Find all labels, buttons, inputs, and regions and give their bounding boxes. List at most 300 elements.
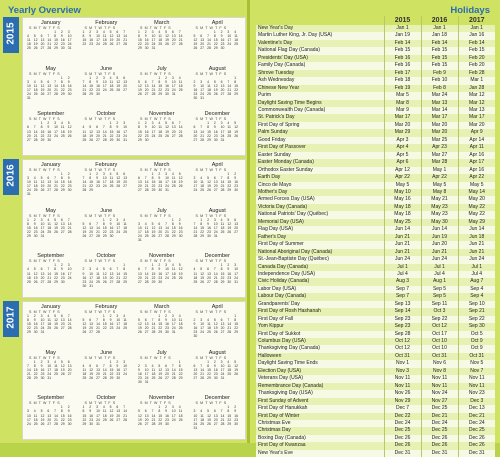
holiday-date: May 23 (421, 204, 458, 211)
day-number: 17 (200, 87, 205, 92)
day-number: 7 (96, 318, 98, 323)
day-number: 25 (200, 188, 205, 193)
holiday-date: Jun 21 (458, 241, 495, 248)
day-number: 25 (123, 229, 127, 234)
day-number: 26 (213, 330, 218, 335)
day-number: 3 (138, 221, 140, 226)
holiday-date: Feb 14 (421, 40, 458, 47)
holiday-date: Dec 13 (458, 405, 495, 412)
month-name: October (96, 253, 117, 260)
table-row (256, 55, 495, 62)
month-name: April (211, 162, 223, 168)
day-number: 23 (220, 42, 225, 47)
day-number: 5 (54, 217, 57, 222)
day-number: 7 (151, 409, 154, 414)
day-number: 19 (40, 184, 45, 189)
day-number: 23 (165, 326, 169, 331)
day-number: 24 (193, 421, 198, 426)
day-number: 17 (200, 326, 205, 331)
day-number: 30 (165, 330, 169, 335)
day-number: 14 (102, 129, 107, 134)
day-number: 14 (82, 180, 87, 185)
day-number: 23 (96, 87, 100, 92)
table-row (256, 182, 495, 189)
day-number: 5 (207, 409, 209, 414)
month-name: October (96, 395, 117, 402)
day-number: 29 (60, 421, 65, 426)
day-number: 25 (60, 133, 65, 138)
month-name: June (100, 65, 113, 72)
day-number: 23 (138, 376, 142, 381)
holiday-date: Apr 9 (458, 129, 495, 136)
day-number: 7 (116, 267, 119, 272)
year-tab (3, 301, 19, 337)
day-number: 8 (234, 79, 237, 84)
day-number: 21 (67, 322, 72, 327)
month-calendar (79, 393, 135, 439)
holiday-date: Jun 14 (384, 226, 421, 233)
holiday-date: Jun 21 (458, 249, 495, 256)
day-number: 21 (178, 38, 183, 43)
day-number: 15 (123, 271, 127, 276)
day-number: 6 (47, 176, 50, 181)
day-number: 4 (234, 30, 237, 34)
day-number: 31 (96, 421, 100, 426)
day-number: 25 (227, 133, 232, 138)
day-number: 5 (158, 363, 161, 368)
day-number: 30 (96, 92, 100, 97)
day-number: 17 (89, 275, 94, 280)
table-row (256, 278, 495, 285)
day-number: 21 (33, 133, 38, 138)
holiday-date: Nov 24 (421, 390, 458, 397)
holiday-date: Oct 9 (458, 338, 495, 345)
month-calendar (134, 109, 190, 155)
holiday-name: Armed Forces Day (USA) (256, 196, 384, 203)
table-row (256, 249, 495, 256)
day-number: 15 (171, 225, 176, 230)
day-number: 12 (40, 413, 45, 418)
holiday-name: Ash Wednesday (256, 77, 384, 84)
day-number: 28 (213, 279, 218, 284)
day-number: 2 (67, 75, 70, 80)
day-number: 6 (213, 176, 216, 181)
day-number: 25 (33, 92, 38, 97)
holiday-name: First Sunday of Advent (256, 398, 384, 405)
day-number: 28 (193, 234, 198, 239)
holiday-date: Jan 28 (458, 85, 495, 92)
day-number: 14 (27, 367, 31, 372)
day-number: 24 (123, 371, 127, 376)
day-number: 2 (96, 75, 98, 80)
holiday-name: Purim (256, 92, 384, 99)
day-number: 14 (144, 180, 149, 185)
day-number: 19 (82, 229, 87, 234)
day-number: 3 (102, 75, 105, 80)
day-number: 28 (67, 326, 72, 331)
day-number: 13 (116, 409, 121, 414)
holiday-date: Feb 10 (421, 77, 458, 84)
day-number: 12 (151, 225, 156, 230)
day-number: 19 (193, 42, 198, 47)
day-number: 10 (102, 79, 107, 84)
day-number: 20 (144, 87, 149, 92)
day-number: 27 (144, 92, 149, 97)
day-number: 13 (96, 367, 100, 372)
day-number: 1 (151, 263, 154, 268)
day-number: 25 (82, 376, 87, 381)
day-number: 5 (40, 176, 43, 181)
day-number: 4 (158, 30, 161, 34)
day-number: 11 (27, 271, 31, 276)
day-number: 14 (123, 409, 127, 414)
day-number: 16 (138, 371, 142, 376)
day-number: 23 (227, 275, 232, 280)
day-number: 5 (82, 221, 85, 226)
day-number: 26 (138, 92, 142, 97)
day-number: 3 (220, 121, 223, 126)
holiday-name: Grandparents' Day (256, 301, 384, 308)
day-number: 3 (171, 314, 174, 318)
day-number: 23 (234, 417, 238, 422)
day-number: 22 (33, 371, 38, 376)
day-number: 5 (207, 176, 209, 181)
month-calendar (190, 302, 246, 348)
holiday-date: Mar 14 (421, 107, 458, 114)
day-number: 17 (123, 367, 127, 372)
day-number: 30 (47, 137, 52, 142)
day-number: 28 (144, 188, 149, 193)
weekday-header: S M T W T F S (140, 401, 172, 406)
day-number: 6 (123, 75, 126, 80)
day-number: 15 (82, 38, 87, 43)
holiday-date: Feb 14 (384, 40, 421, 47)
day-number: 19 (165, 129, 169, 134)
day-number: 26 (234, 133, 238, 138)
holiday-date: Nov 26 (384, 390, 421, 397)
holiday-date: May 18 (384, 204, 421, 211)
day-number: 12 (67, 125, 72, 130)
day-number: 8 (60, 79, 63, 84)
day-number: 5 (40, 409, 43, 414)
day-number: 7 (102, 125, 105, 130)
holiday-date: May 5 (384, 182, 421, 189)
holiday-date: Feb 19 (384, 85, 421, 92)
day-number: 31 (40, 330, 45, 335)
day-number: 24 (171, 326, 176, 331)
month-name: October (96, 111, 117, 118)
day-number: 23 (144, 42, 149, 47)
day-number: 22 (60, 417, 65, 422)
day-number: 9 (60, 267, 63, 272)
day-number: 27 (171, 42, 176, 47)
day-number: 18 (178, 413, 183, 418)
day-number: 13 (47, 83, 52, 88)
day-number: 2 (47, 121, 50, 126)
holiday-date: Dec 7 (384, 405, 421, 412)
day-number: 11 (27, 38, 31, 43)
day-number: 8 (227, 176, 230, 181)
month-days (25, 218, 77, 238)
day-number: 22 (207, 371, 211, 376)
day-number: 27 (138, 188, 142, 193)
day-number: 13 (138, 180, 142, 185)
holiday-date: Jan 1 (384, 25, 421, 32)
day-number: 7 (165, 221, 168, 226)
day-number: 19 (54, 322, 58, 327)
day-number: 25 (220, 229, 225, 234)
month-days (136, 121, 188, 141)
holiday-date: Dec 31 (458, 450, 495, 457)
year-column-header: 2016 (421, 16, 458, 25)
day-number: 7 (82, 176, 85, 181)
day-number: 20 (123, 83, 127, 88)
day-number: 26 (116, 87, 121, 92)
day-number: 31 (200, 96, 205, 101)
month-calendar (134, 160, 190, 206)
holiday-date: Dec 24 (458, 420, 495, 427)
holiday-date: Mar 20 (421, 129, 458, 136)
holiday-date: May 18 (384, 211, 421, 218)
day-number: 7 (54, 409, 57, 414)
day-number: 5 (234, 359, 237, 364)
holiday-date: Dec 21 (458, 413, 495, 420)
day-number: 14 (102, 367, 107, 372)
day-number: 17 (171, 83, 176, 88)
day-number: 25 (234, 42, 238, 47)
day-number: 16 (33, 322, 38, 327)
day-number: 17 (220, 129, 225, 134)
holiday-date: May 21 (421, 196, 458, 203)
day-number: 3 (27, 79, 29, 84)
day-number: 26 (193, 46, 198, 51)
day-number: 29 (60, 188, 65, 193)
day-number: 21 (178, 129, 183, 134)
day-number: 5 (165, 30, 168, 34)
day-number: 17 (116, 322, 121, 327)
day-number: 12 (116, 79, 121, 84)
day-number: 8 (109, 363, 112, 368)
day-number: 11 (151, 367, 156, 372)
day-number: 3 (102, 172, 105, 176)
day-number: 19 (82, 326, 87, 331)
day-number: 17 (171, 413, 176, 418)
day-number: 9 (138, 367, 140, 372)
day-number: 5 (33, 34, 36, 39)
day-number: 14 (193, 225, 198, 230)
day-number: 3 (67, 30, 70, 34)
day-number: 11 (109, 79, 114, 84)
table-row (256, 234, 495, 241)
day-number: 14 (200, 129, 205, 134)
table-row (256, 331, 495, 338)
day-number: 16 (89, 38, 94, 43)
holiday-date: May 14 (458, 189, 495, 196)
day-number: 16 (60, 38, 65, 43)
day-number: 3 (171, 405, 174, 410)
day-number: 24 (40, 326, 45, 331)
day-number: 31 (89, 283, 94, 288)
day-number: 30 (207, 234, 211, 239)
day-number: 18 (82, 371, 87, 376)
day-number: 26 (40, 421, 45, 426)
holiday-name: St. Patrick's Day (256, 114, 384, 121)
day-number: 21 (47, 42, 52, 47)
day-number: 15 (89, 83, 94, 88)
day-number: 23 (67, 87, 72, 92)
holiday-date: Apr 11 (458, 144, 495, 151)
day-number: 26 (40, 188, 45, 193)
day-number: 25 (207, 330, 211, 335)
day-number: 13 (47, 180, 52, 185)
holiday-date: Nov 11 (384, 383, 421, 390)
day-number: 3 (193, 176, 196, 181)
holiday-date: Dec 25 (421, 427, 458, 434)
day-number: 15 (82, 413, 87, 418)
day-number: 1 (207, 359, 209, 364)
month-days (81, 218, 133, 238)
day-number: 16 (178, 225, 183, 230)
day-number: 8 (200, 221, 203, 226)
holiday-date: Nov 11 (458, 383, 495, 390)
day-number: 19 (207, 417, 211, 422)
holiday-name: Commonwealth Day (Canada) (256, 107, 384, 114)
day-number: 14 (67, 318, 72, 323)
day-number: 25 (193, 279, 198, 284)
day-number: 8 (102, 221, 105, 226)
day-number: 13 (123, 79, 127, 84)
day-number: 28 (171, 376, 176, 381)
day-number: 15 (109, 367, 114, 372)
table-row (256, 398, 495, 405)
day-number: 14 (54, 413, 58, 418)
day-number: 10 (171, 79, 176, 84)
holiday-date: Nov 11 (421, 375, 458, 382)
day-number: 4 (200, 176, 203, 181)
month-name: December (204, 111, 230, 118)
holiday-date: Nov 6 (421, 360, 458, 367)
day-number: 10 (193, 180, 198, 185)
table-row (256, 353, 495, 360)
month-calendar (79, 206, 135, 252)
day-number: 9 (47, 125, 50, 130)
day-number: 11 (33, 83, 38, 88)
table-row (256, 323, 495, 330)
day-number: 15 (158, 322, 163, 327)
day-number: 15 (33, 367, 38, 372)
day-number: 19 (234, 367, 238, 372)
day-number: 29 (207, 376, 211, 381)
month-days (192, 405, 244, 430)
day-number: 21 (151, 87, 156, 92)
holiday-name: Columbus Day (USA) (256, 338, 384, 345)
day-number: 7 (178, 30, 181, 34)
day-number: 13 (158, 225, 163, 230)
day-number: 16 (144, 129, 149, 134)
month-days (192, 360, 244, 380)
day-number: 22 (207, 133, 211, 138)
day-number: 3 (96, 405, 98, 410)
day-number: 2 (193, 318, 196, 323)
day-number: 2 (178, 217, 181, 222)
day-number: 4 (144, 221, 147, 226)
holiday-date: Dec 26 (458, 435, 495, 442)
day-number: 6 (96, 125, 98, 130)
day-number: 12 (40, 83, 45, 88)
day-number: 2 (89, 405, 92, 410)
month-days (25, 405, 77, 425)
day-number: 8 (109, 125, 112, 130)
day-number: 29 (151, 188, 156, 193)
weekday-header: S M T W T F S (29, 259, 61, 264)
month-days (81, 121, 133, 141)
day-number: 7 (67, 314, 70, 318)
weekday-header: S M T W T F S (84, 213, 116, 218)
day-number: 24 (220, 133, 225, 138)
table-row (256, 383, 495, 390)
day-number: 12 (138, 322, 142, 327)
holiday-name: Canada Day (Canada) (256, 264, 384, 271)
day-number: 13 (220, 322, 225, 327)
day-number: 24 (89, 279, 94, 284)
day-number: 17 (27, 184, 31, 189)
day-number: 3 (165, 172, 168, 176)
day-number: 16 (47, 129, 52, 134)
day-number: 24 (165, 275, 169, 280)
day-number: 17 (165, 180, 169, 185)
day-number: 2 (165, 405, 168, 410)
day-number: 26 (165, 133, 169, 138)
day-number: 2 (158, 172, 161, 176)
holiday-date: Mar 8 (384, 100, 421, 107)
day-number: 3 (89, 267, 92, 272)
day-number: 3 (27, 409, 29, 414)
day-number: 9 (158, 176, 161, 181)
holiday-date: May 22 (458, 211, 495, 218)
day-number: 11 (178, 79, 183, 84)
day-number: 18 (33, 87, 38, 92)
day-number: 14 (96, 322, 100, 327)
day-number: 16 (109, 322, 114, 327)
month-days (136, 405, 188, 425)
day-number: 9 (67, 176, 70, 181)
day-number: 4 (123, 217, 126, 222)
holiday-date: Apr 16 (458, 152, 495, 159)
day-number: 12 (138, 83, 142, 88)
day-number: 8 (123, 267, 126, 272)
day-number: 22 (109, 133, 114, 138)
day-number: 6 (40, 267, 43, 272)
day-number: 17 (54, 129, 58, 134)
yearly-overview-page (0, 0, 250, 443)
day-number: 9 (193, 322, 196, 327)
day-number: 13 (171, 125, 176, 130)
day-number: 6 (234, 217, 237, 222)
day-number: 21 (227, 326, 232, 331)
day-number: 14 (213, 271, 218, 276)
day-number: 16 (193, 326, 198, 331)
holiday-date: Apr 16 (458, 167, 495, 174)
table-row (256, 204, 495, 211)
day-number: 13 (171, 34, 176, 39)
day-number: 3 (165, 263, 168, 268)
day-number: 9 (67, 79, 70, 84)
month-calendar (134, 64, 190, 110)
month-calendar (190, 206, 246, 252)
day-number: 4 (109, 172, 112, 176)
day-number: 17 (213, 225, 218, 230)
day-number: 22 (102, 229, 107, 234)
